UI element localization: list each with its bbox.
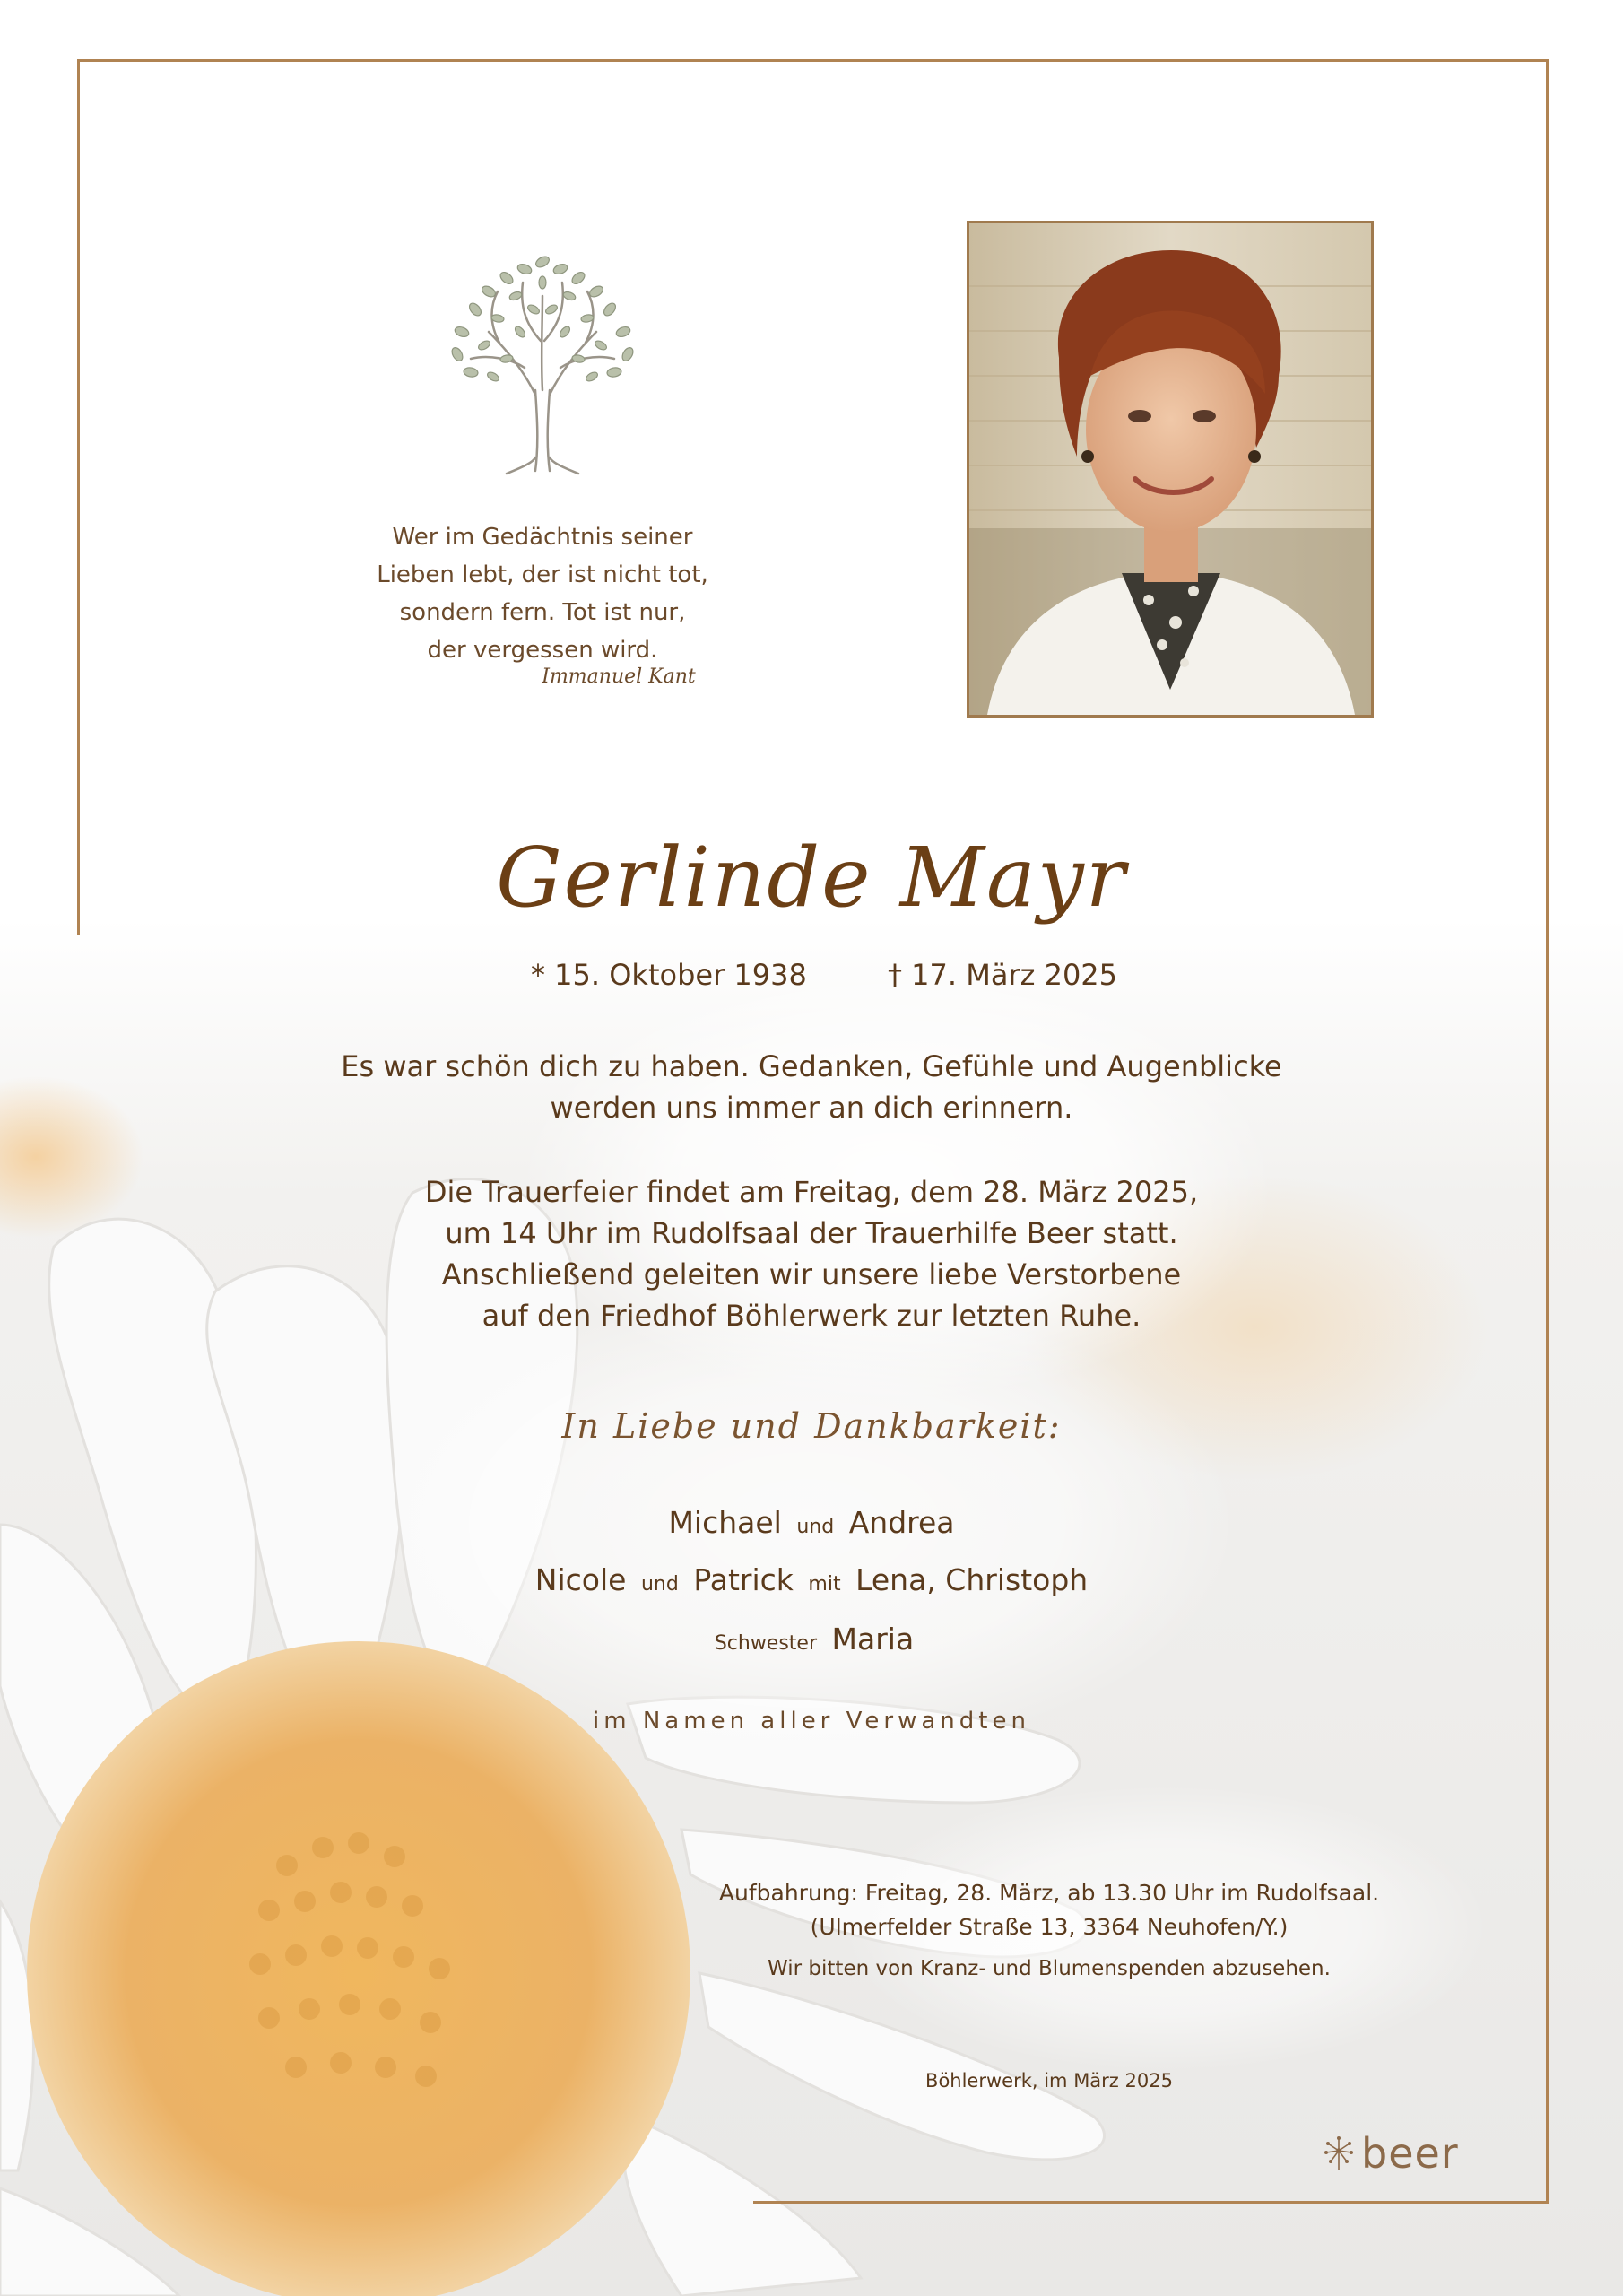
message-line: Es war schön dich zu haben. Gedanken, Gefühle und Augenblicke	[341, 1049, 1282, 1083]
place-date: Böhlerwerk, im März 2025	[925, 2070, 1173, 2092]
connector-word: mit	[808, 1573, 841, 1596]
viewing-address: (Ulmerfelder Straße 13, 3364 Neuhofen/Y.)	[810, 1914, 1289, 1940]
gratitude-heading: In Liebe und Dankbarkeit:	[561, 1406, 1062, 1446]
memorial-message	[0, 1046, 1623, 1128]
mourner-line	[0, 1562, 1623, 1597]
connector-word: und	[640, 1573, 679, 1596]
mourner-name: Maria	[831, 1622, 915, 1657]
birth-date: * 15. Oktober 1938	[531, 958, 807, 992]
no-flowers-note: Wir bitten von Kranz- und Blumenspenden abzusehen.	[768, 1957, 1331, 1980]
quote-line: der vergessen wird.	[427, 637, 658, 664]
viewing-info	[699, 1876, 1399, 1944]
message-line: werden uns immer an dich erinnern.	[550, 1091, 1073, 1125]
beer-logo	[1320, 2129, 1459, 2178]
quote-line: Wer im Gedächtnis seiner	[392, 524, 693, 551]
tree-icon	[435, 242, 650, 480]
frame-left-border	[77, 59, 80, 935]
mourner-name: Patrick	[693, 1562, 794, 1597]
quote-line: Lieben lebt, der ist nicht tot,	[377, 561, 708, 588]
frame-bottom-border	[753, 2201, 1549, 2204]
dandelion-icon	[1320, 2135, 1358, 2172]
deceased-name: Gerlinde Mayr	[496, 830, 1127, 926]
quote-author: Immanuel Kant	[542, 665, 696, 688]
viewing-line: Aufbahrung: Freitag, 28. März, ab 13.30 Uhr im Rudolfsaal.	[718, 1880, 1380, 1906]
memorial-quote	[323, 518, 762, 669]
mourner-name: Lena, Christoph	[855, 1562, 1089, 1597]
ceremony-details	[0, 1171, 1623, 1336]
relatives-note: im Namen aller Verwandten	[593, 1708, 1030, 1735]
ceremony-line: um 14 Uhr im Rudolfsaal der Trauerhilfe Beer statt.	[445, 1216, 1178, 1250]
ceremony-line: Die Trauerfeier findet am Freitag, dem 28. März 2025,	[424, 1175, 1199, 1209]
logo-text: beer	[1361, 2129, 1459, 2178]
ceremony-line: Anschließend geleiten wir unsere liebe Verstorbene	[441, 1257, 1182, 1292]
mourner-name: Andrea	[848, 1505, 955, 1540]
relation-label: Schwester	[714, 1632, 818, 1655]
mourner-line	[0, 1505, 1623, 1540]
mourner-line	[0, 1622, 1623, 1657]
connector-word: und	[796, 1516, 835, 1538]
frame-right-border	[1546, 59, 1549, 2203]
quote-line: sondern fern. Tot ist nur,	[399, 599, 686, 626]
ceremony-line: auf den Friedhof Böhlerwerk zur letzten Ruhe.	[482, 1299, 1141, 1333]
frame-top-border	[77, 59, 1548, 62]
death-date: † 17. März 2025	[888, 958, 1118, 992]
portrait-photo	[967, 221, 1374, 718]
mourner-name: Michael	[668, 1505, 782, 1540]
mourner-name: Nicole	[534, 1562, 627, 1597]
portrait-illustration	[969, 223, 1371, 715]
